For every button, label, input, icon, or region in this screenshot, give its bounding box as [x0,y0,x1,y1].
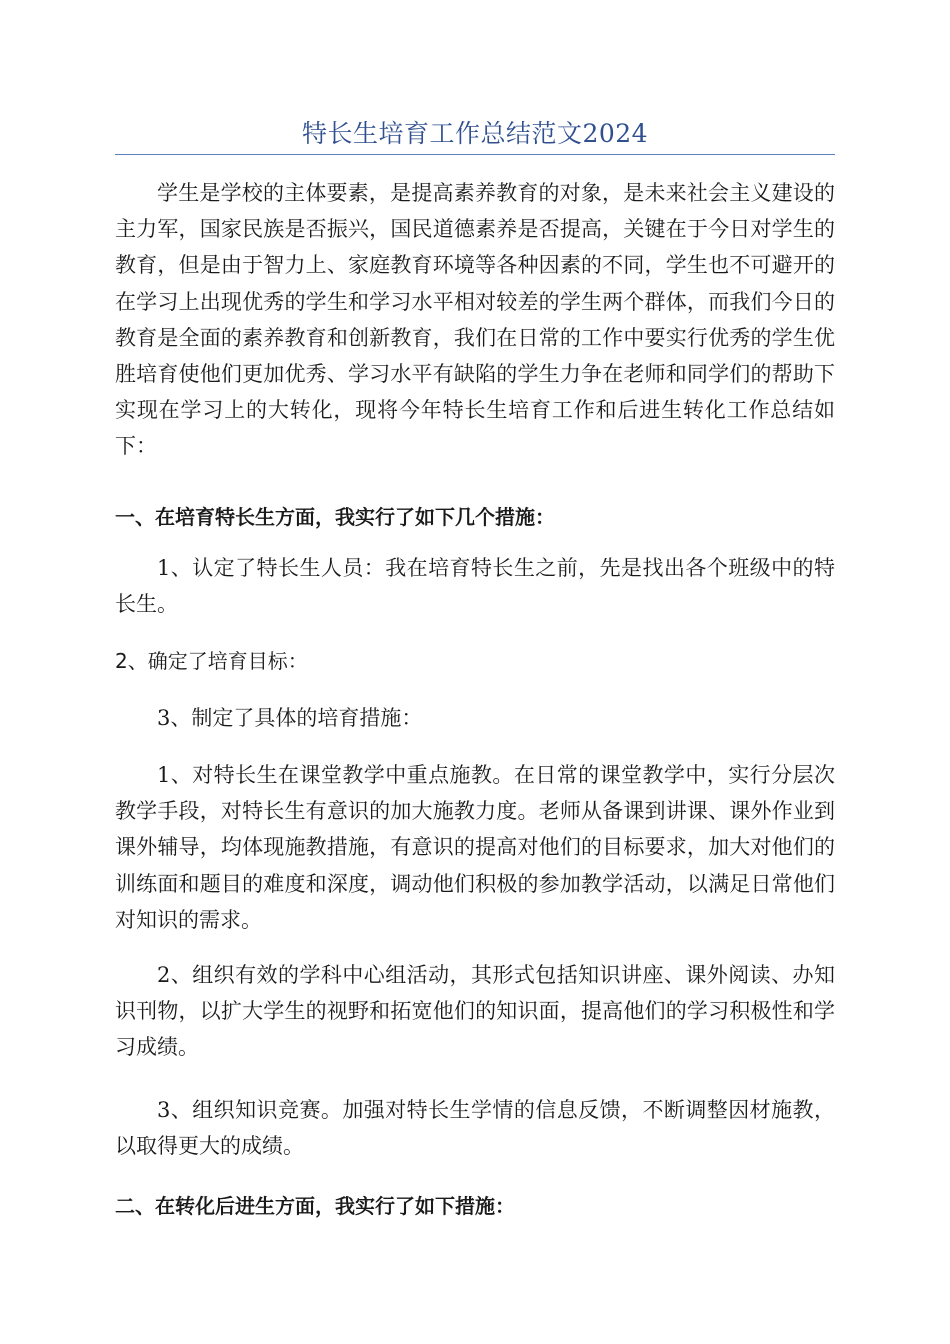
item-1-paragraph: 1、认定了特长生人员：我在培育特长生之前，先是找出各个班级中的特长生。 [115,556,835,617]
section-2-heading: 二、在转化后进生方面，我实行了如下措施： [115,1194,515,1218]
intro-paragraph: 学生是学校的主体要素，是提高素养教育的对象，是未来社会主义建设的主力军，国家民族是否振兴，国民道德素养是否提高，关键在于今日对学生的教育，但是由于智力上、家庭教育环境等各种因素的不同，学生也不可避开的在学习上出现优秀的学生和学习水平相对较差的学生两个群体，而我们今日的教育是全面的素养教育和创新教育，我们在日常的工作中要实行优秀的学生优胜培育使他们更加优秀、学习水平有缺陷的学生力争在老师和同学们的帮助下实现在学习上的大转化，现将今年特长生培育工作和后进生转化工作总结如下： [115,181,835,459]
title-underline [115,154,835,155]
measure-3-paragraph: 3、组织知识竞赛。加强对特长生学情的信息反馈，不断调整因材施教，以取得更大的成绩。 [115,1098,835,1159]
section-1-heading: 一、在培育特长生方面，我实行了如下几个措施： [115,505,555,529]
document-title: 特长生培育工作总结范文2024 [301,119,649,148]
item-3-paragraph: 3、制定了具体的培育措施： [157,706,423,730]
item-2-paragraph: 2、确定了培育目标： [115,649,308,673]
measure-1-paragraph: 1、对特长生在课堂教学中重点施教。在日常的课堂教学中，实行分层次教学手段，对特长生有意识的加大施教力度。老师从备课到讲课、课外作业到课外辅导，均体现施教措施，有意识的提高对他们的目标要求，加大对他们的训练面和题目的难度和深度，调动他们积极的参加教学活动，以满足日常他们对知识的需求。 [115,763,835,932]
measure-2-paragraph: 2、组织有效的学科中心组活动，其形式包括知识讲座、课外阅读、办知识刊物，以扩大学生的视野和拓宽他们的知识面，提高他们的学习积极性和学习成绩。 [115,963,835,1060]
